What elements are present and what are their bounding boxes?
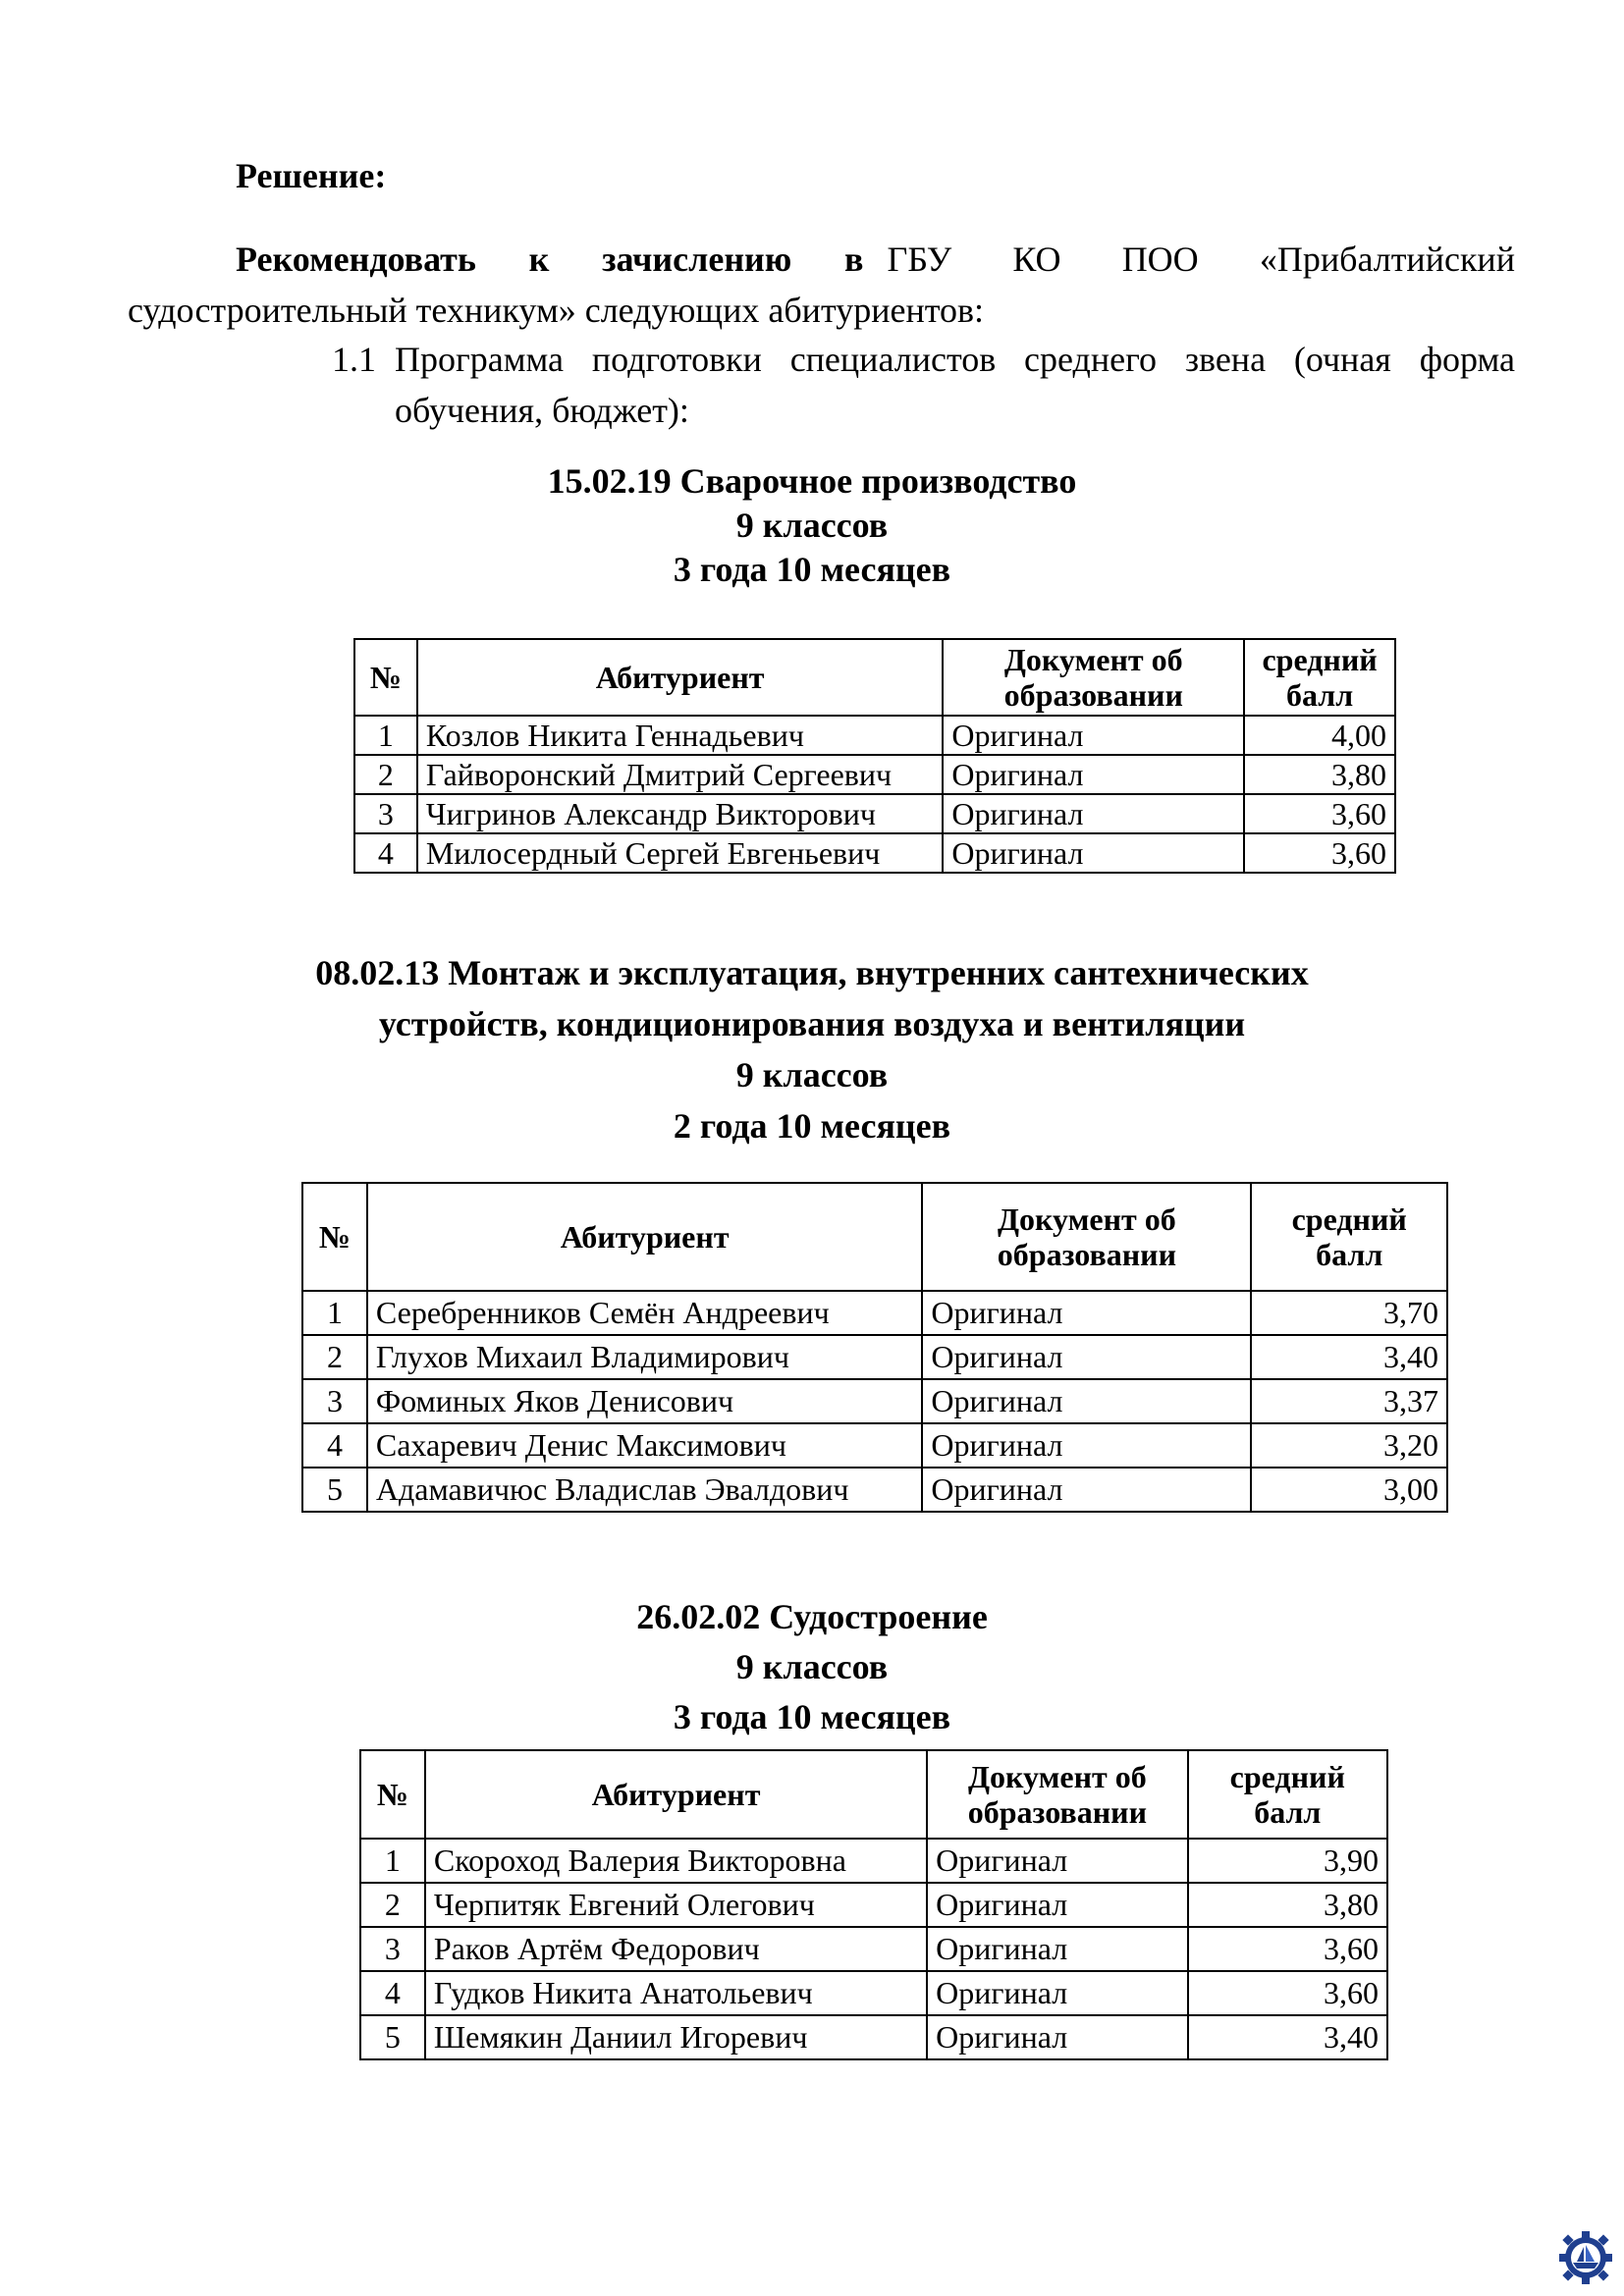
- section-title-line: 2 года 10 месяцев: [673, 1106, 951, 1146]
- table-row: 3 Фоминых Яков Денисович Оригинал 3,37: [302, 1379, 1447, 1423]
- table-row: 4 Гудков Никита Анатольевич Оригинал 3,60: [360, 1971, 1387, 2015]
- item-number: 1.1: [332, 340, 376, 379]
- section-title-line: 08.02.13 Монтаж и эксплуатация, внутренних сантехнических: [315, 953, 1309, 992]
- decision-heading: Решение:: [236, 156, 387, 195]
- header-name: Абитуриент: [417, 639, 944, 716]
- table-header-row: [360, 1750, 1387, 1839]
- section-title-line: 26.02.02 Судостроение: [636, 1597, 988, 1636]
- section-title-line: 15.02.19 Сварочное производство: [547, 461, 1077, 501]
- header-score: средний балл: [1251, 1183, 1447, 1291]
- section-title-1: [0, 459, 1624, 592]
- table-row: 4 Сахаревич Денис Максимович Оригинал 3,20: [302, 1423, 1447, 1468]
- header-score: средний балл: [1188, 1750, 1387, 1839]
- program-item: [332, 334, 1515, 436]
- gear-ship-logo-icon: [1557, 2229, 1614, 2286]
- header-doc: Документ об образовании: [922, 1183, 1251, 1291]
- header-score: средний балл: [1244, 639, 1395, 716]
- decision-rest-text: ГБУ КО ПОО «Прибалтийский: [887, 240, 1515, 279]
- table-row: 3 Чигринов Александр Викторович Оригинал 3,60: [354, 794, 1395, 833]
- section-title-line: 9 классов: [735, 1647, 889, 1686]
- table-row: 3 Раков Артём Федорович Оригинал 3,60: [360, 1927, 1387, 1971]
- section-title-line: 9 классов: [735, 506, 889, 545]
- table-row: 5 Адамавичюс Владислав Эвалдович Оригинал 3,00: [302, 1468, 1447, 1512]
- table-row: 2 Глухов Михаил Владимирович Оригинал 3,40: [302, 1335, 1447, 1379]
- header-num: №: [302, 1183, 367, 1291]
- table-header-row: [354, 639, 1395, 716]
- header-doc: Документ об образовании: [927, 1750, 1187, 1839]
- section-title-line: 3 года 10 месяцев: [673, 1697, 951, 1736]
- header-doc: Документ об образовании: [943, 639, 1244, 716]
- table-header-row: [302, 1183, 1447, 1291]
- header-num: №: [360, 1750, 425, 1839]
- section-title-2: [0, 947, 1624, 1151]
- section-title-line: устройств, кондиционирования воздуха и вентиляции: [378, 1004, 1246, 1043]
- decision-line-2: судостроительный техникум» следующих абитуриентов:: [128, 291, 984, 330]
- admission-table-1: [353, 638, 1396, 874]
- header-name: Абитуриент: [367, 1183, 923, 1291]
- table-row: 4 Милосердный Сергей Евгеньевич Оригинал 3,60: [354, 833, 1395, 873]
- table-row: 2 Гайворонский Дмитрий Сергеевич Оригинал 3,80: [354, 755, 1395, 794]
- header-name: Абитуриент: [425, 1750, 927, 1839]
- decision-line-1: [128, 234, 1515, 285]
- table-row: 1 Скороход Валерия Викторовна Оригинал 3,90: [360, 1839, 1387, 1883]
- section-title-3: [0, 1592, 1624, 1742]
- header-num: №: [354, 639, 417, 716]
- table-row: 2 Черпитяк Евгений Олегович Оригинал 3,80: [360, 1883, 1387, 1927]
- table-row: 1 Серебренников Семён Андреевич Оригинал 3,70: [302, 1291, 1447, 1335]
- section-title-line: 3 года 10 месяцев: [673, 550, 951, 589]
- table-row: 5 Шемякин Даниил Игоревич Оригинал 3,40: [360, 2015, 1387, 2059]
- decision-bold-text: Рекомендовать к зачислению в: [236, 240, 864, 279]
- section-title-line: 9 классов: [735, 1055, 889, 1095]
- admission-table-2: [301, 1182, 1448, 1513]
- item-line-1: Программа подготовки специалистов среднего звена (очная форма: [395, 340, 1515, 379]
- table-row: 1 Козлов Никита Геннадьевич Оригинал 4,00: [354, 716, 1395, 755]
- item-line-2: обучения, бюджет):: [395, 391, 689, 430]
- decision-paragraph: [128, 234, 1515, 336]
- admission-table-3: [359, 1749, 1388, 2060]
